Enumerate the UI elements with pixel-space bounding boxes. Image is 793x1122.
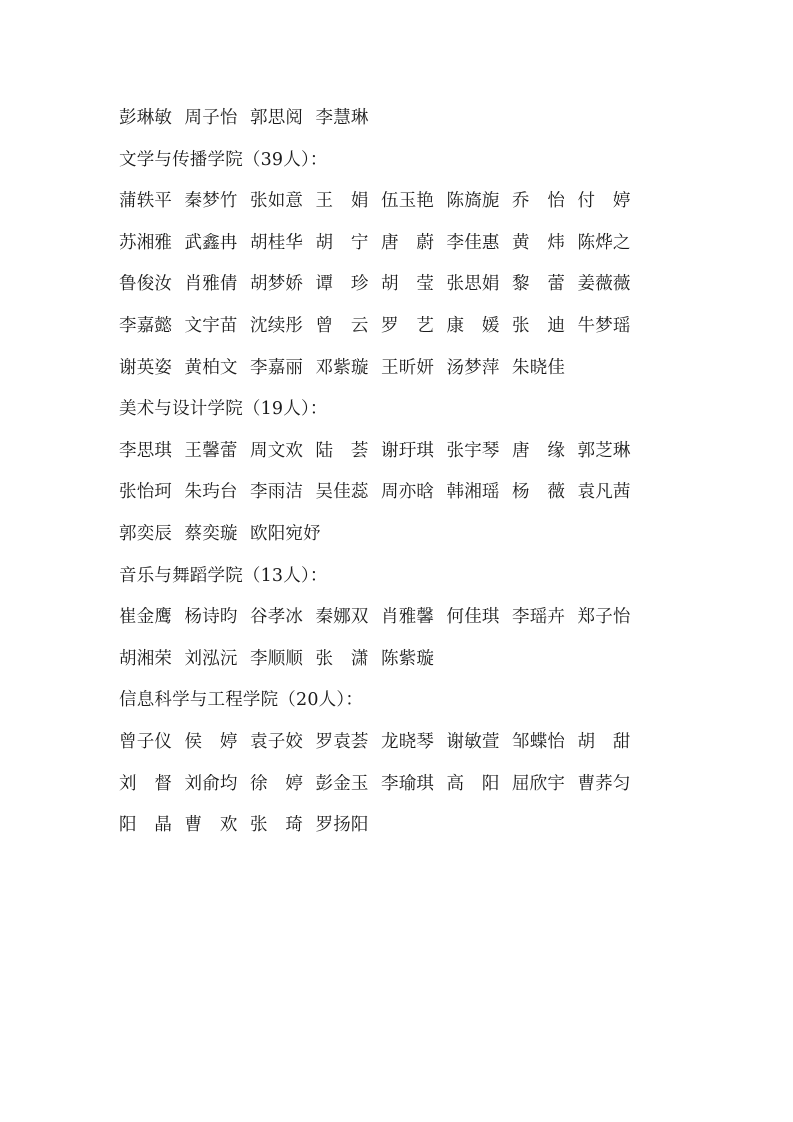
name: 韩湘瑶 — [446, 482, 500, 503]
name: 周子怡 — [184, 108, 238, 128]
name: 阳 晶 — [119, 815, 173, 836]
name: 刘 督 — [119, 773, 173, 794]
name: 龙晓琴 — [381, 731, 435, 752]
name: 苏湘雅 — [119, 232, 173, 253]
name: 曹荞匀 — [577, 773, 631, 794]
name: 蔡奕璇 — [184, 523, 238, 544]
name-row — [119, 478, 679, 520]
name: 吴佳蕊 — [315, 482, 369, 503]
name: 鲁俊汝 — [119, 274, 173, 295]
name: 汤梦萍 — [446, 357, 500, 378]
name: 李慧琳 — [315, 108, 369, 128]
name-row — [119, 645, 679, 687]
name: 牛梦瑶 — [577, 315, 631, 336]
name: 何佳琪 — [446, 607, 500, 628]
name: 胡 宁 — [315, 232, 369, 253]
name: 张如意 — [250, 191, 304, 212]
name: 武鑫冉 — [184, 232, 238, 253]
name: 李嘉丽 — [250, 357, 304, 378]
name: 郭思阅 — [250, 108, 304, 128]
name-list — [119, 104, 679, 853]
name: 罗扬阳 — [315, 815, 369, 836]
name: 黄柏文 — [184, 357, 238, 378]
name: 李佳惠 — [446, 232, 500, 253]
name: 李雨洁 — [250, 482, 304, 503]
name-row — [119, 811, 679, 853]
name-row — [119, 728, 679, 770]
name: 黎 蕾 — [512, 274, 566, 295]
section-heading: 文学与传播学院（39人）： — [119, 149, 328, 170]
name: 谭 珍 — [315, 274, 369, 295]
section-heading: 美术与设计学院（19人）： — [119, 399, 328, 420]
name: 秦梦竹 — [184, 191, 238, 212]
name: 胡湘荣 — [119, 648, 173, 669]
name: 徐 婷 — [250, 773, 304, 794]
name: 王 娟 — [315, 191, 369, 212]
name: 唐 缘 — [512, 440, 566, 461]
name: 陈旖旎 — [446, 191, 500, 212]
name: 沈续彤 — [250, 315, 304, 336]
name: 袁凡茜 — [577, 482, 631, 503]
name: 谢英姿 — [119, 357, 173, 378]
name: 彭琳敏 — [119, 108, 173, 128]
name: 肖雅倩 — [184, 274, 238, 295]
name: 王馨蕾 — [184, 440, 238, 461]
name: 曹 欢 — [184, 815, 238, 836]
name: 杨诗昀 — [184, 607, 238, 628]
name: 邹蝶怡 — [512, 731, 566, 752]
name: 屈欣宇 — [512, 773, 566, 794]
name: 康 媛 — [446, 315, 500, 336]
name: 张思娟 — [446, 274, 500, 295]
name: 胡梦娇 — [250, 274, 304, 295]
name: 陈烨之 — [577, 232, 631, 253]
section-heading: 音乐与舞蹈学院（13人）： — [119, 565, 328, 586]
name: 袁子姣 — [250, 731, 304, 752]
name: 唐 蔚 — [381, 232, 435, 253]
name: 刘俞均 — [184, 773, 238, 794]
name: 李瑶卉 — [512, 607, 566, 628]
name: 李嘉懿 — [119, 315, 173, 336]
name-row — [119, 187, 679, 229]
name: 朱晓佳 — [512, 357, 566, 378]
name: 刘泓沅 — [184, 648, 238, 669]
name: 胡 莹 — [381, 274, 435, 295]
name-row — [119, 520, 679, 562]
name: 侯 婷 — [184, 731, 238, 752]
name: 胡桂华 — [250, 232, 304, 253]
intro-name-row — [119, 104, 679, 146]
name-row — [119, 270, 679, 312]
name: 付 婷 — [577, 191, 631, 212]
name: 郭奕辰 — [119, 523, 173, 544]
name: 邓紫璇 — [315, 357, 369, 378]
name: 彭金玉 — [315, 773, 369, 794]
name-row — [119, 354, 679, 396]
name: 谷孝冰 — [250, 607, 304, 628]
name: 郭芝琳 — [577, 440, 631, 461]
section-heading: 信息科学与工程学院（20人）： — [119, 690, 364, 711]
name: 陆 荟 — [315, 440, 369, 461]
name: 姜薇薇 — [577, 274, 631, 295]
name-row — [119, 229, 679, 271]
name: 周文欢 — [250, 440, 304, 461]
name: 张 琦 — [250, 815, 304, 836]
name: 李思琪 — [119, 440, 173, 461]
name: 郑子怡 — [577, 607, 631, 628]
name: 高 阳 — [446, 773, 500, 794]
name: 崔金鹰 — [119, 607, 173, 628]
name: 乔 怡 — [512, 191, 566, 212]
name: 张 潇 — [315, 648, 369, 669]
name: 欧阳宛妤 — [250, 523, 321, 544]
name: 张 迪 — [512, 315, 566, 336]
name-row — [119, 312, 679, 354]
name: 王昕妍 — [381, 357, 435, 378]
name: 蒲轶平 — [119, 191, 173, 212]
name: 李顺顺 — [250, 648, 304, 669]
name: 杨 薇 — [512, 482, 566, 503]
name: 李瑜琪 — [381, 773, 435, 794]
name: 肖雅馨 — [381, 607, 435, 628]
name: 张宇琴 — [446, 440, 500, 461]
name: 胡 甜 — [577, 731, 631, 752]
name: 周亦晗 — [381, 482, 435, 503]
name: 伍玉艳 — [381, 191, 435, 212]
name: 秦娜双 — [315, 607, 369, 628]
name: 文宇苗 — [184, 315, 238, 336]
name: 朱玙台 — [184, 482, 238, 503]
name-row — [119, 603, 679, 645]
name: 罗袁荟 — [315, 731, 369, 752]
name: 黄 炜 — [512, 232, 566, 253]
name: 谢敏萱 — [446, 731, 500, 752]
name-row — [119, 770, 679, 812]
name: 陈紫璇 — [381, 648, 435, 669]
name: 谢玗琪 — [381, 440, 435, 461]
name-row — [119, 437, 679, 479]
name: 曾子仪 — [119, 731, 173, 752]
name: 罗 艺 — [381, 315, 435, 336]
name: 曾 云 — [315, 315, 369, 336]
name: 张怡珂 — [119, 482, 173, 503]
